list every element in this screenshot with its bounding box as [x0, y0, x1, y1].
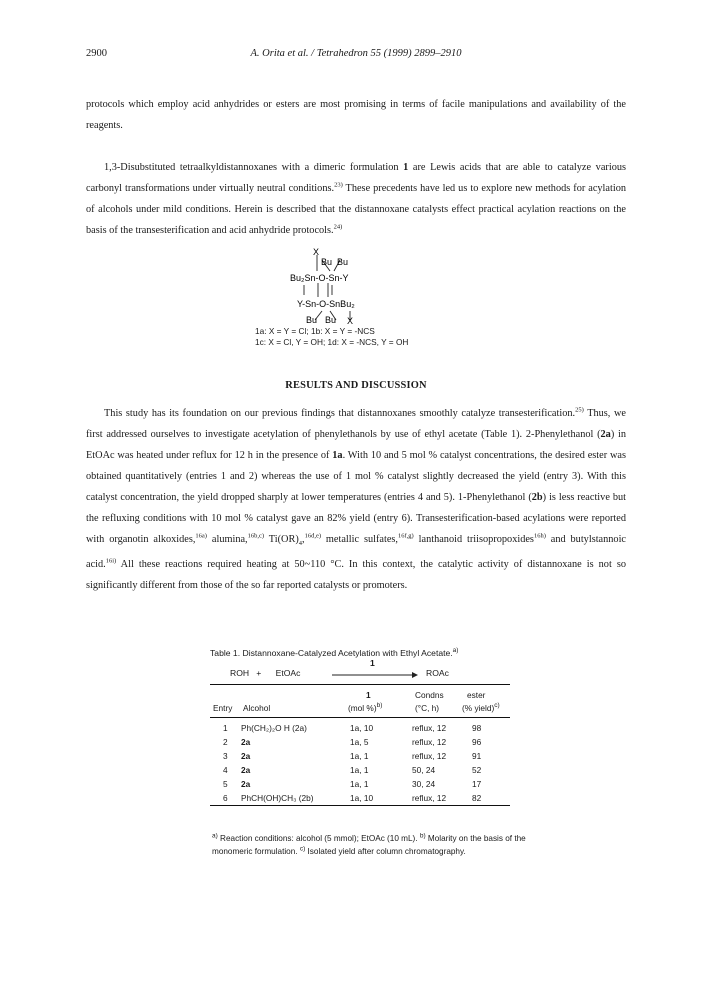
table-bottom-rule: [210, 805, 510, 806]
reaction-arrow: [332, 671, 418, 679]
table-row: 1 Ph(CH₂)₂O H (2a) 1a, 10 reflux, 12 98: [223, 723, 482, 733]
citation-23: 23): [334, 181, 343, 189]
citation-24: 24): [333, 223, 343, 231]
table-header: [210, 685, 510, 717]
structure-caption-1: 1a: X = Y = Cl; 1b: X = Y = -NCS: [255, 326, 375, 336]
structure-top-x: X: [313, 247, 320, 257]
header-alcohol: Alcohol: [243, 703, 271, 713]
section-heading: RESULTS AND DISCUSSION: [285, 380, 427, 391]
reaction-scheme: [230, 658, 510, 683]
page-number: 2900: [86, 48, 107, 59]
scheme-reactants: ROH + EtOAc: [230, 668, 301, 678]
table-row: 4 2a 1a, 1 50, 24 52: [223, 765, 482, 775]
structure-bottom-x: X: [347, 316, 354, 325]
intro-paragraph-1: protocols which employ acid anhydrides or esters are most promising in terms of facile manipulations and availability of the reagents.: [86, 99, 626, 131]
structure-bu-4: Bu: [325, 315, 337, 325]
header-ester-bottom: (% yield)$^{c)}$: [462, 702, 500, 713]
table-row: 3 2a 1a, 1 reflux, 12 91: [223, 751, 482, 761]
header-condns-bottom: (°C, h): [415, 703, 440, 713]
table-footnote: $^{a)}$ Reaction conditions: alcohol (5 mmol); EtOAc (10 mL). $^{b)}$ Molarity on the basis of the monomeric formulation. $^{c)}$ Isolated yield after column chromatography.: [212, 832, 526, 856]
structure-caption-2: 1c: X = Cl, Y = OH; 1d: X = -NCS, Y = OH: [255, 337, 409, 347]
table-row: 5 2a 1a, 1 30, 24 17: [223, 779, 482, 789]
table-1: [210, 684, 510, 806]
header-catalyst-top: 1: [366, 690, 371, 700]
scheme-catalyst: 1: [370, 658, 375, 668]
structure-captions: [255, 326, 408, 348]
structure-bonds: [250, 245, 480, 325]
running-head: A. Orita et al. / Tetrahedron 55 (1999) 2899–2910: [250, 48, 462, 59]
header-catalyst-bottom: (mol %)$^{b)}$: [348, 702, 383, 713]
structure-line-2: Y-Sn-O-SnBu₂: [297, 299, 355, 309]
compound-ref-1: 1: [403, 162, 409, 173]
structure-bu-2: Bu: [337, 257, 349, 267]
header-condns-top: Condns: [415, 690, 444, 700]
structure-bu-3: Bu: [306, 315, 318, 325]
page-header: [86, 48, 626, 62]
header-entry: Entry: [213, 703, 233, 713]
table-row: 6 PhCH(OH)CH₃ (2b) 1a, 10 reflux, 12 82: [223, 793, 482, 803]
header-ester-top: ester: [467, 690, 486, 700]
table-row: 2 2a 1a, 5 reflux, 12 96: [223, 737, 482, 747]
results-paragraph: This study has its foundation on our previous findings that distannoxanes smoothly catalyze transesterification.$^{25)}$ Thus, we first addressed ourselves to investigate acetylation of phenylethanols by use of ethyl acetate (Table 1). 2-Phenylethanol (2a) in EtOAc was heated under reflux for 12 h in the presence of 1a. With 10 and 5 mol % catalyst concentrations, the desired ester was obtained quantitatively (entries 1 and 2) whereas the use of 1 mol % catalyst slightly decreased the yield (entry 3). With this catalyst concentration, the yield dropped sharply at lower temperatures (entries 4 and 5). 1-Phenylethanol (2b) is less reactive but the refluxing conditions with 10 mol % catalyst gave an 82% yield (entry 6). Transesterification-based acylations were reported with organotin alkoxides,$^{16a)}$ alumina,$^{16b,c)}$ $Ti(OR)_4,^{16d,e)}$ metallic sulfates,$^{16f,g)}$ lanthanoid triisopropoxides$^{16h)}$ and butylstannoic acid.$^{16i)}$ All these reactions required heating at 50~110 °C. In this context, the catalytic activity of distannoxane is not so significantly different from those of the so far reported catalysts or promoters.: [86, 406, 627, 592]
structure-bu-1: Bu: [321, 257, 333, 267]
scheme-product: ROAc: [426, 668, 449, 678]
structure-line-1: Bu₂Sn-O-Sn-Y: [290, 273, 349, 283]
citation-25: 25): [575, 406, 584, 414]
table-caption: Table 1. Distannoxane-Catalyzed Acetylation with Ethyl Acetate.$^{a)}$: [210, 647, 459, 658]
intro-paragraph-2: 1,3-Disubstituted tetraalkyldistannoxanes with a dimeric formulation 1 are Lewis acids that are able to catalyze various carbonyl transformations under virtually neutral conditions.$^{23)}$ These precedents have led us to explore new methods for acylation of alcohols under mild conditions. Herein is described that the distannoxane catalysts effect practical acylation reactions on the basis of the transesterification and acid anhydride protocols.$^{24)}$: [86, 162, 627, 236]
